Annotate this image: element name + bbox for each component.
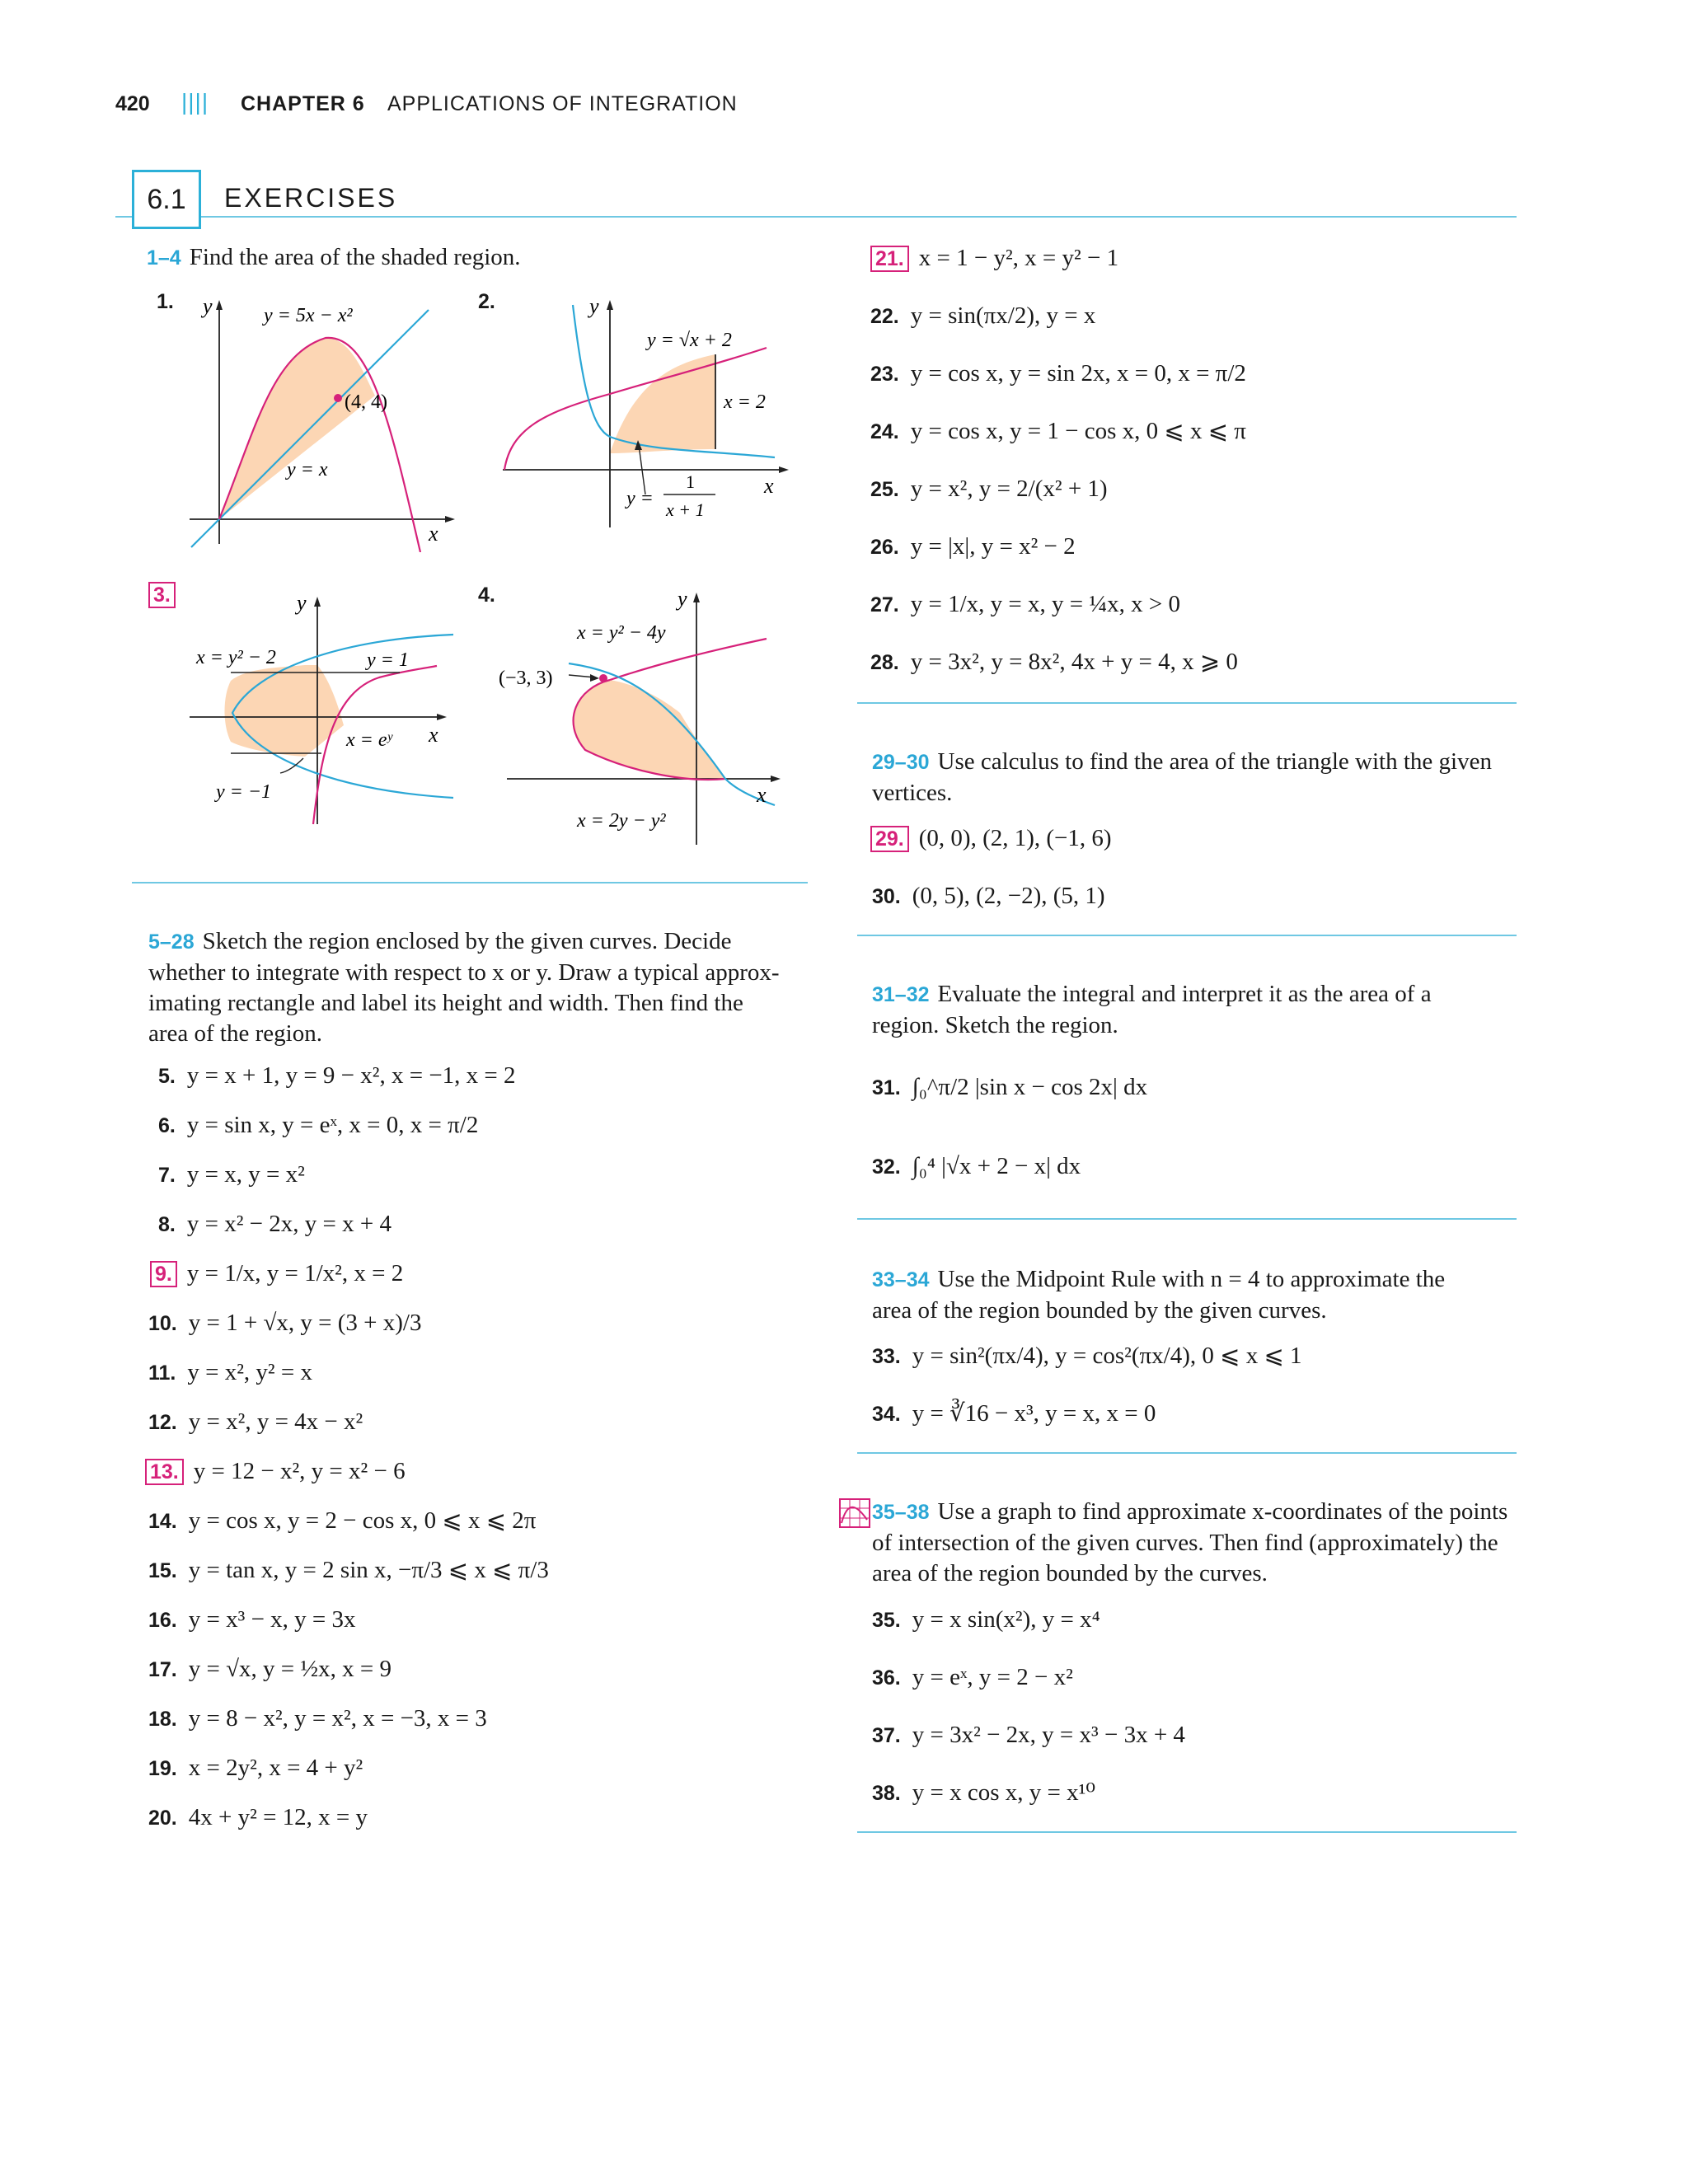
- figure-3-x-label: x: [429, 723, 438, 747]
- problem-18: 18. y = 8 − x², y = x², x = −3, x = 3: [148, 1705, 487, 1732]
- figure-1-x-label: x: [429, 522, 438, 546]
- figure-4: [495, 581, 799, 853]
- group-2-range: 5–28: [148, 930, 195, 954]
- group-1-text: Find the area of the shaded region.: [189, 244, 521, 270]
- section-rule: [115, 216, 1517, 218]
- figure-2: [495, 288, 799, 544]
- figure-3-right-curve-label: x = eʸ: [346, 729, 392, 751]
- figure-2-boundary-label: x = 2: [724, 391, 766, 413]
- group-5-rule: [857, 1452, 1517, 1454]
- figure-2-top-label: y = √x + 2: [647, 330, 732, 351]
- problem-16: 16. y = x³ − x, y = 3x: [148, 1606, 356, 1633]
- problem-32: 32. ∫₀⁴ |√x + 2 − x| dx: [872, 1153, 1081, 1179]
- problem-8: 8. y = x² − 2x, y = x + 4: [158, 1211, 392, 1237]
- group-28-rule: [857, 702, 1517, 704]
- problem-10: 10. y = 1 + √x, y = (3 + x)/3: [148, 1310, 422, 1336]
- group-3-range: 29–30: [872, 751, 930, 774]
- problem-35: 35. y = x sin(x²), y = x⁴: [872, 1606, 1100, 1633]
- problem-28: 28. y = 3x², y = 8x², 4x + y = 4, x ⩾ 0: [870, 649, 1238, 675]
- figure-4-intersection-point: [599, 674, 607, 682]
- problem-23: 23. y = cos x, y = sin 2x, x = 0, x = π/2: [870, 360, 1246, 387]
- problem-34: 34. y = ∛16 − x³, y = x, x = 0: [872, 1400, 1156, 1427]
- figure-3-y-label: y: [297, 591, 307, 615]
- group-5-instruction: 33–34 Use the Midpoint Rule with n = 4 to approximate the area of the region bounded by the given curves.: [872, 1266, 1446, 1324]
- figure-2-shaded-region: [610, 354, 715, 453]
- problem-15: 15. y = tan x, y = 2 sin x, −π/3 ⩽ x ⩽ π/3: [148, 1557, 549, 1583]
- figure-1-y-label: y: [203, 294, 213, 318]
- figure-4-label: 4.: [478, 583, 495, 607]
- group-4-instruction: 31–32 Evaluate the integral and interpret it as the area of a region. Sketch the region.: [872, 981, 1432, 1038]
- problem-27: 27. y = 1/x, y = x, y = ¼x, x > 0: [870, 591, 1180, 617]
- problem-20: 20. 4x + y² = 12, x = y: [148, 1804, 368, 1830]
- figure-4-point-label: (−3, 3): [499, 668, 553, 689]
- group-1-range: 1–4: [147, 246, 181, 269]
- group-6-instruction: 35–38 Use a graph to find approximate x-coordinates of the points of intersection of the given curves. Then find (approximately) the area of the region bounded by the curves.: [872, 1498, 1508, 1586]
- problem-29: 29. (0, 0), (2, 1), (−1, 6): [870, 824, 1112, 853]
- problem-37: 37. y = 3x² − 2x, y = x³ − 3x + 4: [872, 1722, 1185, 1748]
- problem-6: 6. y = sin x, y = eˣ, x = 0, x = π/2: [158, 1112, 479, 1138]
- figure-3-label: 3.: [148, 583, 185, 607]
- problem-9: 9. y = 1/x, y = 1/x², x = 2: [150, 1259, 403, 1288]
- problem-26: 26. y = |x|, y = x² − 2: [870, 533, 1076, 560]
- group-4-range: 31–32: [872, 983, 930, 1006]
- problem-12: 12. y = x², y = 4x − x²: [148, 1408, 363, 1435]
- figure-2-bottom-label-den: x + 1: [666, 499, 705, 520]
- chapter-label: CHAPTER 6: [241, 92, 365, 115]
- figure-4-top-label: x = y² − 4y: [577, 622, 666, 644]
- figure-4-curve-top-upper: [610, 639, 767, 680]
- group-5-range: 33–34: [872, 1268, 930, 1291]
- chapter-title: APPLICATIONS OF INTEGRATION: [387, 92, 738, 115]
- graphing-calculator-icon: [839, 1498, 870, 1528]
- figure-4-y-label: y: [678, 587, 687, 611]
- problem-21: 21. x = 1 − y², x = y² − 1: [870, 244, 1118, 273]
- figure-4-x-label: x: [757, 783, 767, 807]
- header-bars: ||||: [181, 89, 209, 115]
- figure-3-left-curve-label: x = y² − 2: [196, 647, 276, 668]
- problem-13: 13. y = 12 − x², y = x² − 6: [145, 1457, 406, 1486]
- figure-1-label: 1.: [157, 290, 174, 313]
- group-6-range: 35–38: [872, 1501, 930, 1524]
- figure-1-shaded-region: [219, 338, 375, 519]
- figure-1-line-label: y = x: [287, 459, 328, 480]
- group-1-rule: [132, 882, 808, 883]
- figure-1-point-label: (4, 4): [345, 391, 387, 413]
- figure-3-top-label: y = 1: [367, 649, 409, 671]
- problem-22: 22. y = sin(πx/2), y = x: [870, 302, 1096, 329]
- figure-1: [181, 288, 462, 552]
- figure-2-label: 2.: [478, 290, 495, 313]
- problem-36: 36. y = eˣ, y = 2 − x²: [872, 1664, 1073, 1690]
- figure-1-intersection-point: [334, 394, 342, 402]
- problem-24: 24. y = cos x, y = 1 − cos x, 0 ⩽ x ⩽ π: [870, 418, 1246, 444]
- figure-2-bottom-label-num: 1: [686, 471, 695, 492]
- group-2-instruction: 5–28 Sketch the region enclosed by the given curves. Decide whether to integrate with respect to x or y. Draw a typical approx- imating rectangle and label its height and width. Then find the area of the region.: [148, 928, 780, 1047]
- problem-7: 7. y = x, y = x²: [158, 1161, 305, 1188]
- figure-1-curve-label: y = 5x − x²: [264, 305, 353, 326]
- problem-25: 25. y = x², y = 2/(x² + 1): [870, 476, 1108, 502]
- figure-3-shaded-region: [225, 665, 345, 757]
- problem-31: 31. ∫₀^π/2 |sin x − cos 2x| dx: [872, 1074, 1148, 1100]
- problem-14: 14. y = cos x, y = 2 − cos x, 0 ⩽ x ⩽ 2π: [148, 1507, 537, 1534]
- problem-33: 33. y = sin²(πx/4), y = cos²(πx/4), 0 ⩽ x ⩽ 1: [872, 1343, 1302, 1369]
- group-6-rule: [857, 1831, 1517, 1833]
- problem-11: 11. y = x², y² = x: [148, 1359, 312, 1385]
- figure-3: [181, 585, 462, 832]
- group-3-instruction: 29–30 Use calculus to find the area of the triangle with the given vertices.: [872, 748, 1492, 806]
- problem-38: 38. y = x cos x, y = x¹⁰: [872, 1779, 1095, 1806]
- problem-30: 30. (0, 5), (2, −2), (5, 1): [872, 883, 1105, 909]
- page-number: 420: [115, 92, 150, 115]
- problem-17: 17. y = √x, y = ½x, x = 9: [148, 1656, 392, 1682]
- figure-3-bottom-label: y = −1: [216, 781, 272, 803]
- section-title: EXERCISES: [224, 183, 398, 213]
- group-1-instruction: [147, 242, 521, 274]
- group-3-rule: [857, 935, 1517, 936]
- problem-19: 19. x = 2y², x = 4 + y²: [148, 1755, 363, 1781]
- problem-5: 5. y = x + 1, y = 9 − x², x = −1, x = 2: [158, 1062, 516, 1089]
- figure-4-bottom-label: x = 2y − y²: [577, 810, 666, 832]
- figure-2-y-label: y: [589, 294, 599, 318]
- group-4-rule: [857, 1218, 1517, 1220]
- section-number: 6.1: [132, 170, 201, 229]
- figure-2-x-label: x: [764, 474, 774, 498]
- figure-2-bottom-label-lhs: y =: [626, 488, 654, 509]
